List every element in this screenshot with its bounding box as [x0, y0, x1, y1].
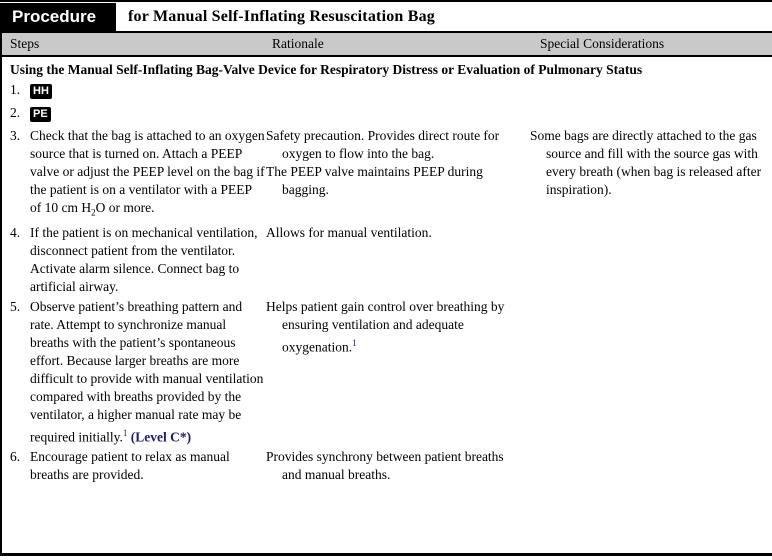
step-5-text: Observe patient’s breathing pattern and rate. Attempt to synchronize manual breaths with the patient’s spontaneous effort. Because larger breaths are more difficult to provide with manual ventilation compared with breaths provided by the ventilator, a higher manual rate may be required initially. [30, 298, 264, 445]
rationale-4: Allows for manual ventilation. [266, 224, 432, 240]
footnote-1-marker: 1 [122, 427, 128, 438]
h2o-subscript: 2 [91, 207, 96, 218]
section-heading: Using the Manual Self-Inflating Bag-Valve Device for Respiratory Distress or Evaluation of Pulmonary Status [10, 62, 643, 77]
step-number: 2. [10, 105, 21, 120]
table-row [2, 298, 772, 447]
step-2 [10, 104, 266, 122]
rationale-3-p2: The PEEP valve maintains PEEP during bagging. [266, 164, 483, 197]
evidence-level-label: (Level C*) [130, 429, 192, 445]
step-5 [10, 298, 266, 447]
rationale-3-p1: Safety precaution. Provides direct route for oxygen to flow into the bag. [266, 128, 500, 161]
table-row [2, 127, 772, 222]
step-3-text: Check that the bag is attached to an oxygen source that is turned on. Attach a PEEP valve or adjust the PEEP level on the bag if the patient is on a ventilator with a PEEP of 10 cm H [30, 128, 265, 215]
step-number: 4. [10, 224, 21, 240]
table-row [2, 104, 772, 122]
procedure-label: Procedure [12, 6, 97, 26]
step-6 [10, 448, 266, 484]
step-number: 3. [10, 128, 21, 143]
footnote-1-marker: 1 [352, 337, 357, 348]
procedure-table [0, 31, 772, 556]
rationale-6: Provides synchrony between patient breaths and manual breaths. [266, 449, 504, 483]
table-row [2, 448, 772, 484]
document-title-row [0, 2, 772, 31]
step-3 [10, 127, 266, 222]
procedure-label-box [0, 3, 116, 31]
step-6-text: Encourage patient to relax as manual breaths are provided. [30, 449, 230, 483]
step-1 [10, 81, 266, 99]
table-row [2, 224, 772, 296]
column-header-steps: Steps [10, 36, 40, 51]
special-consideration-3: Some bags are directly attached to the gas source and fill with the source gas with every breath (when bag is released after inspiration). [530, 128, 762, 197]
page-title: for Manual Self-Inflating Resuscitation Bag [128, 7, 435, 25]
step-number: 5. [10, 298, 21, 314]
hand-hygiene-badge-icon: HH [30, 84, 52, 99]
table-body [2, 57, 772, 553]
column-header-special: Special Considerations [540, 36, 665, 51]
step-number: 1. [10, 82, 21, 97]
column-header-rationale: Rationale [272, 36, 324, 51]
rationale-5: Helps patient gain control over breathing by ensuring ventilation and adequate oxygenation.$^1$ [266, 298, 505, 355]
table-header-row [2, 31, 772, 57]
step-3-text-end: O or more. [95, 200, 155, 215]
step-number: 6. [10, 449, 21, 465]
step-4-text: If the patient is on mechanical ventilation, disconnect patient from the ventilator. Activate alarm silence. Connect bag to artificial airway. [30, 224, 258, 294]
table-row [2, 81, 772, 99]
step-4 [10, 224, 266, 296]
protective-equipment-badge-icon: PE [30, 107, 51, 122]
